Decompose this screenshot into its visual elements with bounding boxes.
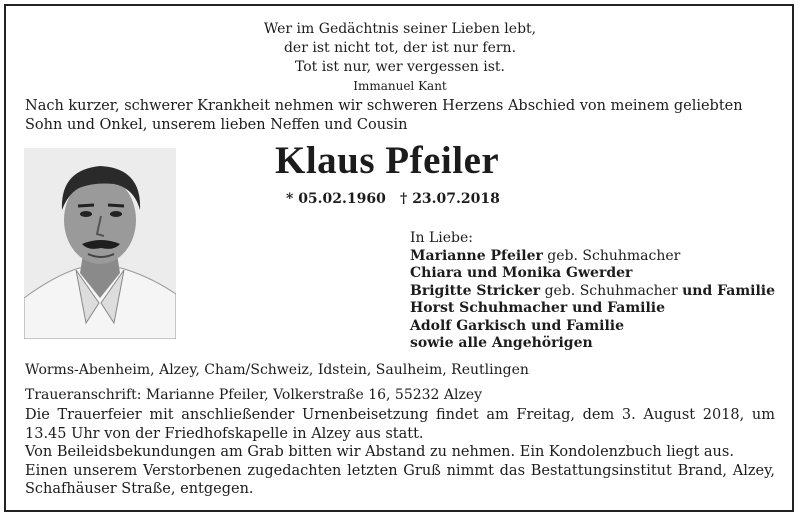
death-date: † 23.07.2018 bbox=[400, 191, 500, 207]
poem-line-3: Tot ist nur, wer vergessen ist. bbox=[295, 59, 505, 75]
poem-line-1: Wer im Gedächtnis seiner Lieben lebt, bbox=[263, 21, 537, 37]
mourners-heading: In Liebe: bbox=[410, 230, 474, 246]
deceased-name: Klaus Pfeiler bbox=[275, 139, 500, 182]
mourning-address: Traueranschrift: Marianne Pfeiler, Volkerstraße 16, 55232 Alzey bbox=[25, 387, 483, 403]
mourner-line-2: Chiara und Monika Gwerder bbox=[410, 265, 633, 281]
poem-author: Immanuel Kant bbox=[353, 79, 447, 93]
mourner-family: und Familie bbox=[682, 282, 776, 299]
service-details bbox=[25, 406, 775, 499]
mourner-detail: geb. Schuhmacher bbox=[540, 282, 683, 299]
mourner-line-5: Adolf Garkisch und Familie bbox=[410, 317, 625, 334]
mourner-name: Marianne Pfeiler bbox=[410, 247, 543, 264]
memorial-poem bbox=[0, 20, 800, 96]
service-paragraph-2: Von Beileidsbekundungen am Grab bitten wir Abstand zu nehmen. Ein Kondolenzbuch liegt aus. bbox=[25, 444, 734, 461]
mourner-line-3 bbox=[410, 283, 775, 301]
mourner-detail: geb. Schuhmacher bbox=[542, 247, 681, 264]
birth-date: * 05.02.1960 bbox=[286, 191, 386, 207]
mourner-name: Brigitte Stricker bbox=[410, 282, 541, 299]
mourner-line-1 bbox=[410, 248, 775, 266]
portrait-photo bbox=[24, 148, 176, 339]
places-line: Worms-Abenheim, Alzey, Cham/Schweiz, Idstein, Saulheim, Reutlingen bbox=[25, 362, 529, 378]
mourner-line-4: Horst Schuhmacher und Familie bbox=[410, 300, 666, 316]
service-paragraph-1: Die Trauerfeier mit anschließender Urnenbeisetzung findet am Freitag, dem 3. August 2018, um 13.45 Uhr von der Friedhofskapelle in Alzey aus statt. bbox=[25, 407, 775, 442]
service-paragraph-3: Einen unserem Verstorbenen zugedachten letzten Gruß nimmt das Bestattungsinstitut Brand, Alzey, Schafhäuser Straße, entgegen. bbox=[25, 462, 775, 498]
mourners-list bbox=[410, 230, 775, 353]
intro-text: Nach kurzer, schwerer Krankheit nehmen wir schweren Herzens Abschied von meinem geliebten Sohn und Onkel, unserem lieben Neffen und Cousin bbox=[25, 98, 743, 133]
mourner-line-6: sowie alle Angehörigen bbox=[410, 335, 593, 351]
poem-line-2: der ist nicht tot, der ist nur fern. bbox=[283, 40, 517, 56]
